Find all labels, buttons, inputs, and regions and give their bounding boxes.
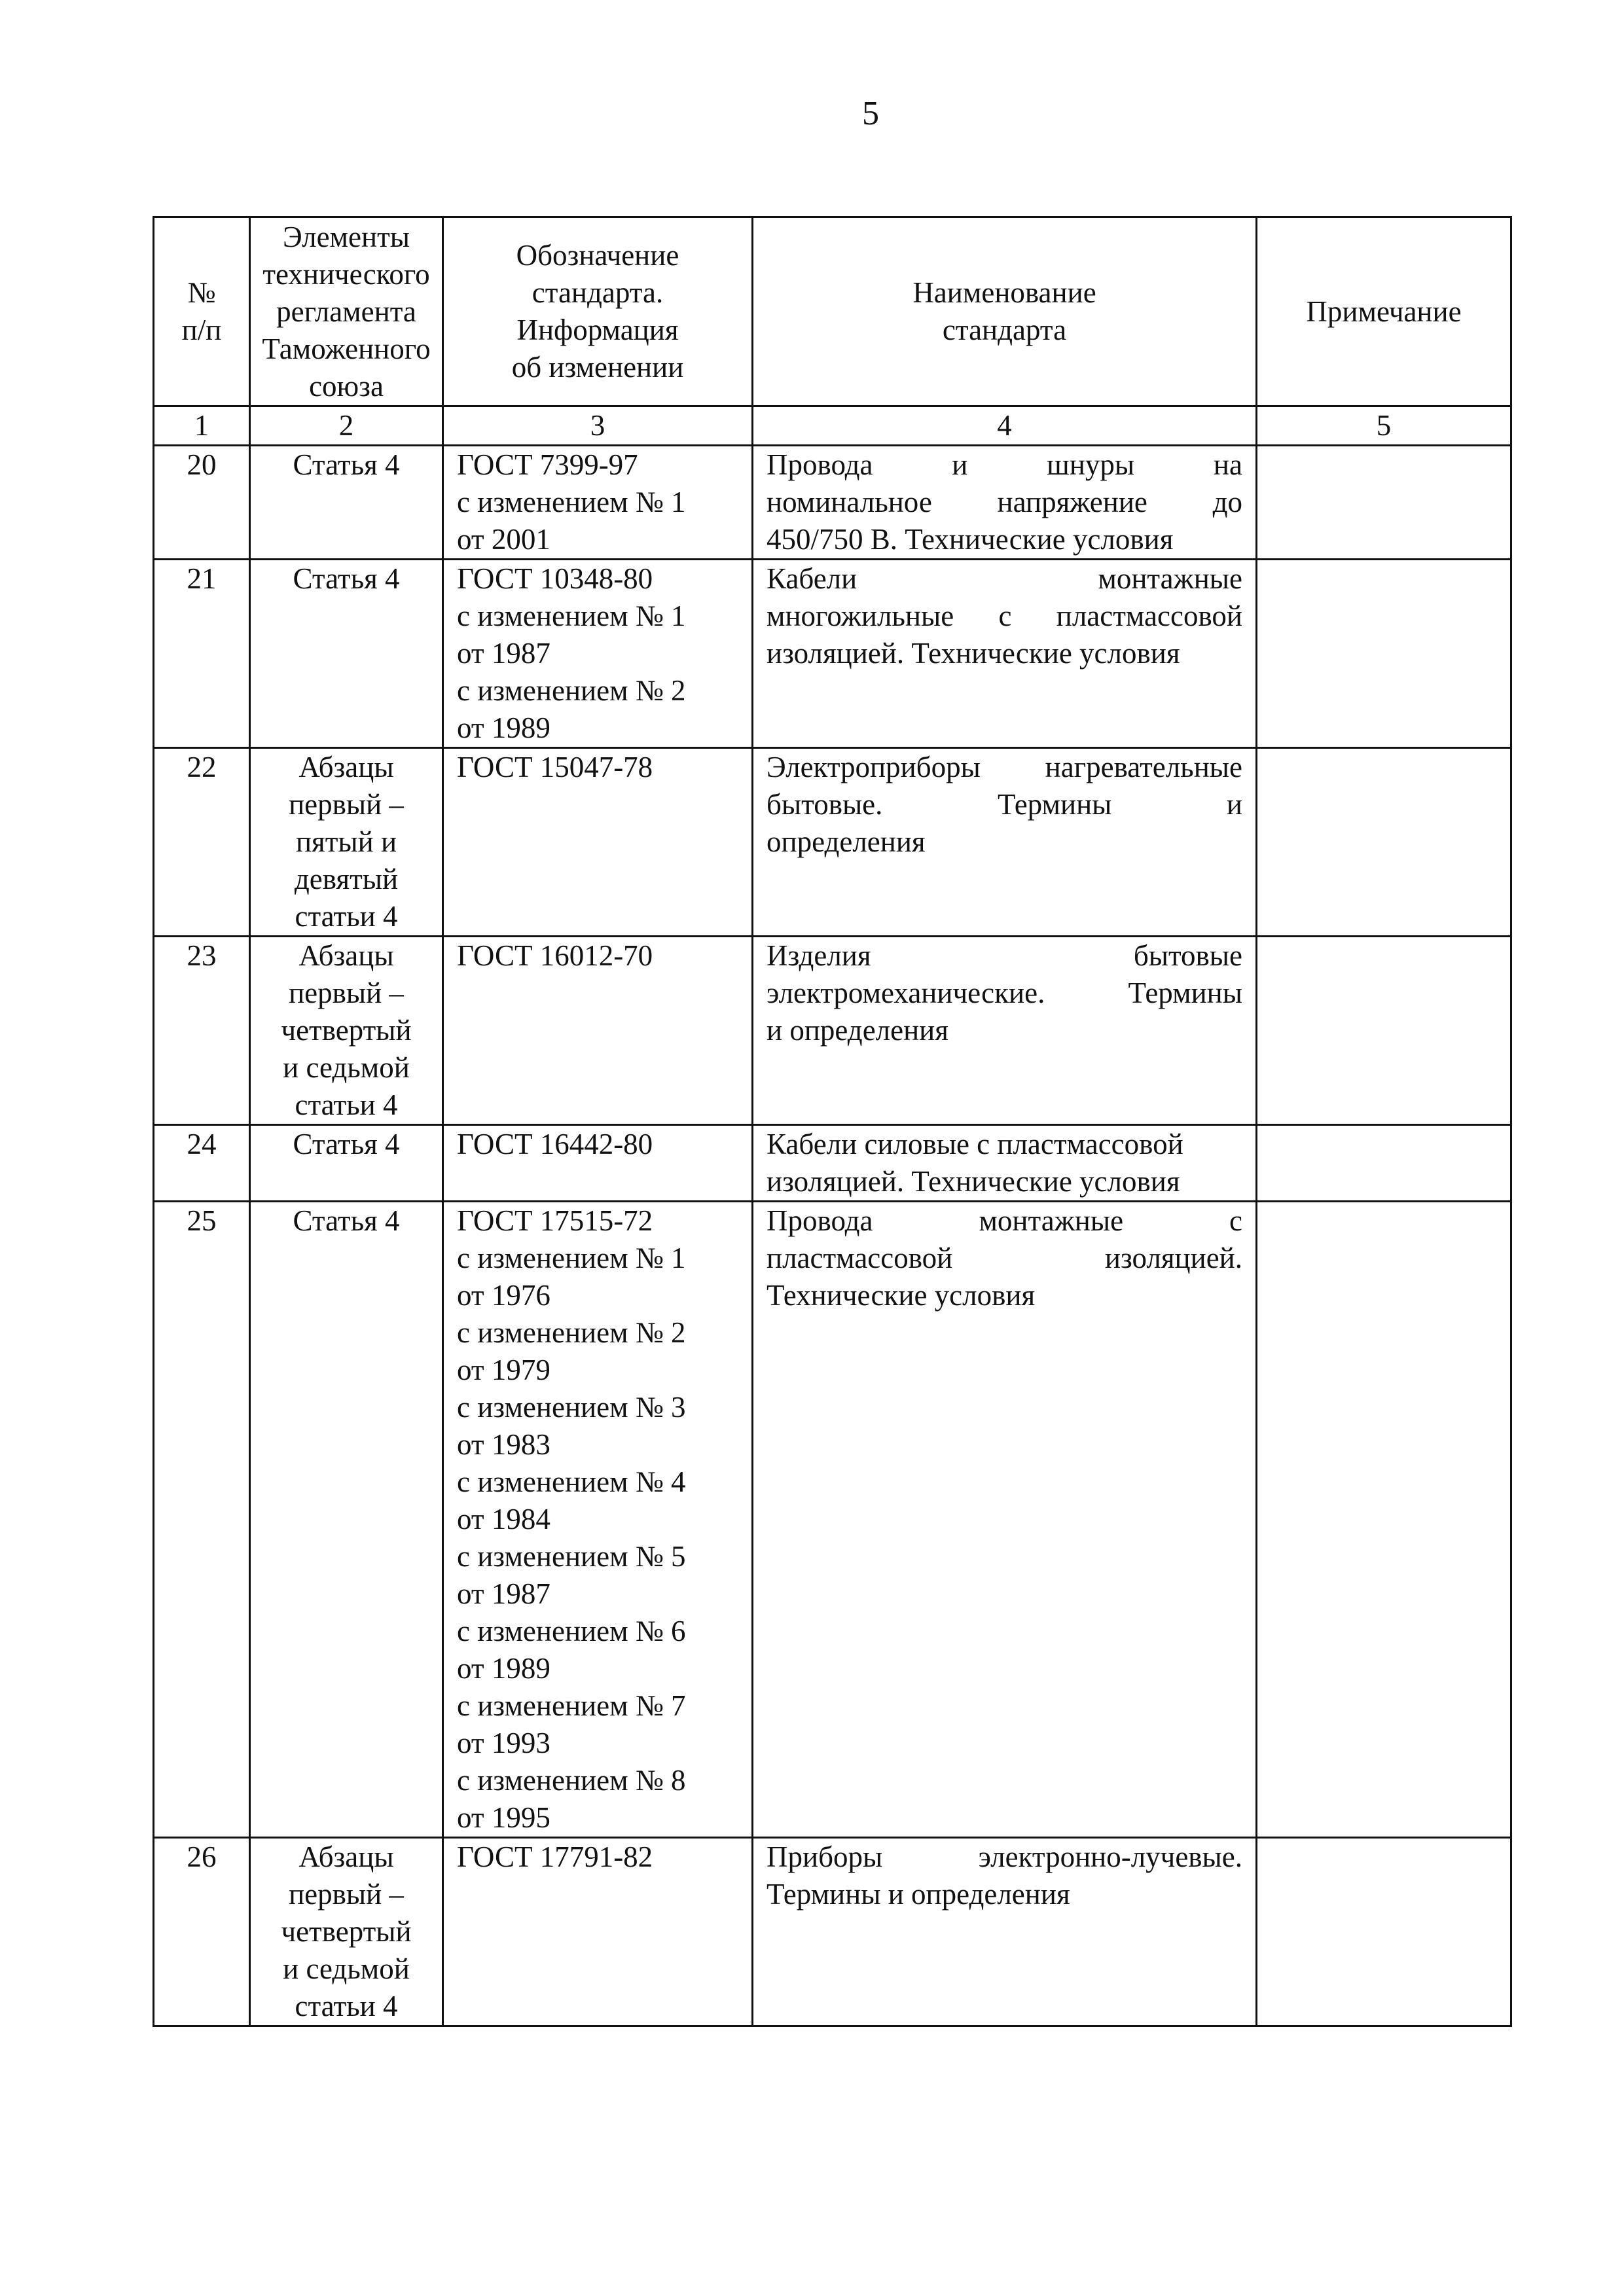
cell-line: Приборы электронно-лучевые. [767,1840,1242,1873]
note [1257,1838,1511,2026]
cell-line: от 1989 [457,711,550,744]
cell-line: технического [262,257,430,291]
cell-line: четвертый [281,1014,412,1047]
row-number: 25 [154,1202,250,1838]
cell-line: от 1987 [457,1577,550,1610]
standards-table [153,216,1512,2027]
standard-designation [443,1125,753,1202]
row-number: 22 [154,748,250,937]
cell-line: от 1976 [457,1279,550,1312]
cell-line: ГОСТ 17515-72 [457,1204,653,1237]
cell-line: 450/750 В. Технические условия [767,523,1174,556]
cell-line: Изделия бытовые [767,939,1242,972]
cell-line: определения [767,825,926,858]
table-row [154,1202,1511,1838]
cell-line: от 1993 [457,1727,550,1759]
row-number: 21 [154,560,250,748]
cell-line: Провода монтажные с [767,1204,1242,1237]
cell-line: пластмассовой изоляцией. [767,1242,1242,1274]
cell-line: и седьмой [283,1051,410,1084]
note [1257,748,1511,937]
column-number-2: 2 [250,406,443,446]
standard-designation [443,1838,753,2026]
cell-line: Кабели силовые с пластмассовой [767,1128,1183,1160]
cell-line: Обозначение [516,239,679,272]
cell-line: Термины и определения [767,1878,1070,1910]
cell-line: Статья 4 [293,448,400,481]
page-number: 5 [862,95,879,132]
cell-line: первый – [289,977,404,1009]
cell-line: с изменением № 1 [457,600,686,632]
table-row [154,748,1511,937]
cell-line: Электроприборы нагревательные [767,751,1242,783]
cell-line: с изменением № 1 [457,1242,686,1274]
cell-line: первый – [289,1878,404,1910]
standard-designation [443,748,753,937]
standard-designation [443,937,753,1125]
cell-line: Статья 4 [293,562,400,595]
cell-line: с изменением № 5 [457,1540,686,1573]
regulation-element [250,1838,443,2026]
cell-line: от 1995 [457,1801,550,1834]
table-row [154,1125,1511,1202]
cell-line: ГОСТ 17791-82 [457,1840,653,1873]
cell-line: Абзацы [298,939,394,972]
cell-line: союза [309,369,384,403]
cell-line: ГОСТ 15047-78 [457,751,653,783]
regulation-element [250,560,443,748]
cell-line: статьи 4 [295,1990,398,2022]
header-note [1257,217,1511,406]
cell-line: Наименование [912,276,1096,309]
cell-line: Кабели монтажные [767,562,1242,595]
cell-line: от 1983 [457,1428,550,1461]
header-num [154,217,250,406]
row-number: 20 [154,446,250,560]
standard-designation [443,446,753,560]
cell-line: ГОСТ 10348-80 [457,562,653,595]
cell-line: регламента [276,295,416,328]
regulation-element [250,1125,443,1202]
cell-line: статьи 4 [295,1088,398,1121]
cell-line: Статья 4 [293,1204,400,1237]
table-row [154,1838,1511,2026]
cell-line: от 1989 [457,1652,550,1685]
cell-line: № [187,276,216,309]
cell-line: Технические условия [767,1279,1036,1312]
cell-line: бытовые. Термины и [767,788,1242,821]
cell-line: и седьмой [283,1952,410,1985]
column-numbering-row [154,406,1511,446]
cell-line: с изменением № 2 [457,674,686,707]
cell-line: от 1987 [457,637,550,670]
cell-line: Статья 4 [293,1128,400,1160]
cell-line: с изменением № 7 [457,1689,686,1722]
cell-line: Абзацы [298,1840,394,1873]
standard-name [753,1125,1257,1202]
standard-designation [443,1202,753,1838]
cell-line: ГОСТ 16442-80 [457,1128,653,1160]
standard-name [753,748,1257,937]
header-designation [443,217,753,406]
cell-line: с изменением № 6 [457,1615,686,1647]
cell-line: изоляцией. Технические условия [767,1165,1180,1198]
cell-line: стандарта. [532,276,664,309]
cell-line: номинальное напряжение до [767,486,1242,518]
row-number: 23 [154,937,250,1125]
regulation-element [250,1202,443,1838]
cell-line: п/п [181,314,222,346]
note [1257,560,1511,748]
cell-line: от 1979 [457,1354,550,1386]
cell-line: Абзацы [298,751,394,783]
cell-line: ГОСТ 16012-70 [457,939,653,972]
cell-line: Провода и шнуры на [767,448,1242,481]
cell-line: и определения [767,1014,948,1047]
cell-line: с изменением № 3 [457,1391,686,1424]
cell-line: четвертый [281,1915,412,1948]
cell-line: стандарта [942,314,1067,346]
table-row [154,937,1511,1125]
standard-designation [443,560,753,748]
table-header-row [154,217,1511,406]
cell-line: многожильные с пластмассовой [767,600,1242,632]
header-name [753,217,1257,406]
header-element [250,217,443,406]
column-number-4: 4 [753,406,1257,446]
cell-line: пятый и [295,825,397,858]
cell-line: электромеханические. Термины [767,977,1242,1009]
regulation-element [250,748,443,937]
cell-line: девятый [294,863,399,895]
column-number-3: 3 [443,406,753,446]
cell-line: Таможенного [262,332,431,365]
note [1257,1125,1511,1202]
cell-line: об изменении [511,351,684,384]
table-body [154,446,1511,2026]
cell-line: изоляцией. Технические условия [767,637,1180,670]
table-row [154,446,1511,560]
cell-line: Элементы [283,220,410,253]
column-number-1: 1 [154,406,250,446]
regulation-element [250,937,443,1125]
cell-line: от 1984 [457,1503,550,1535]
cell-line: от 2001 [457,523,550,556]
cell-line: Информация [516,314,679,346]
cell-line: с изменением № 8 [457,1764,686,1797]
row-number: 26 [154,1838,250,2026]
note [1257,937,1511,1125]
cell-line: статьи 4 [295,900,398,933]
cell-line: с изменением № 4 [457,1465,686,1498]
note [1257,1202,1511,1838]
cell-line: с изменением № 2 [457,1316,686,1349]
table-row [154,560,1511,748]
cell-line: первый – [289,788,404,821]
standard-name [753,937,1257,1125]
standard-name [753,446,1257,560]
row-number: 24 [154,1125,250,1202]
cell-line: Примечание [1306,295,1462,328]
regulation-element [250,446,443,560]
standard-name [753,1838,1257,2026]
note [1257,446,1511,560]
standard-name [753,560,1257,748]
standard-name [753,1202,1257,1838]
column-number-5: 5 [1257,406,1511,446]
cell-line: ГОСТ 7399-97 [457,448,638,481]
cell-line: с изменением № 1 [457,486,686,518]
